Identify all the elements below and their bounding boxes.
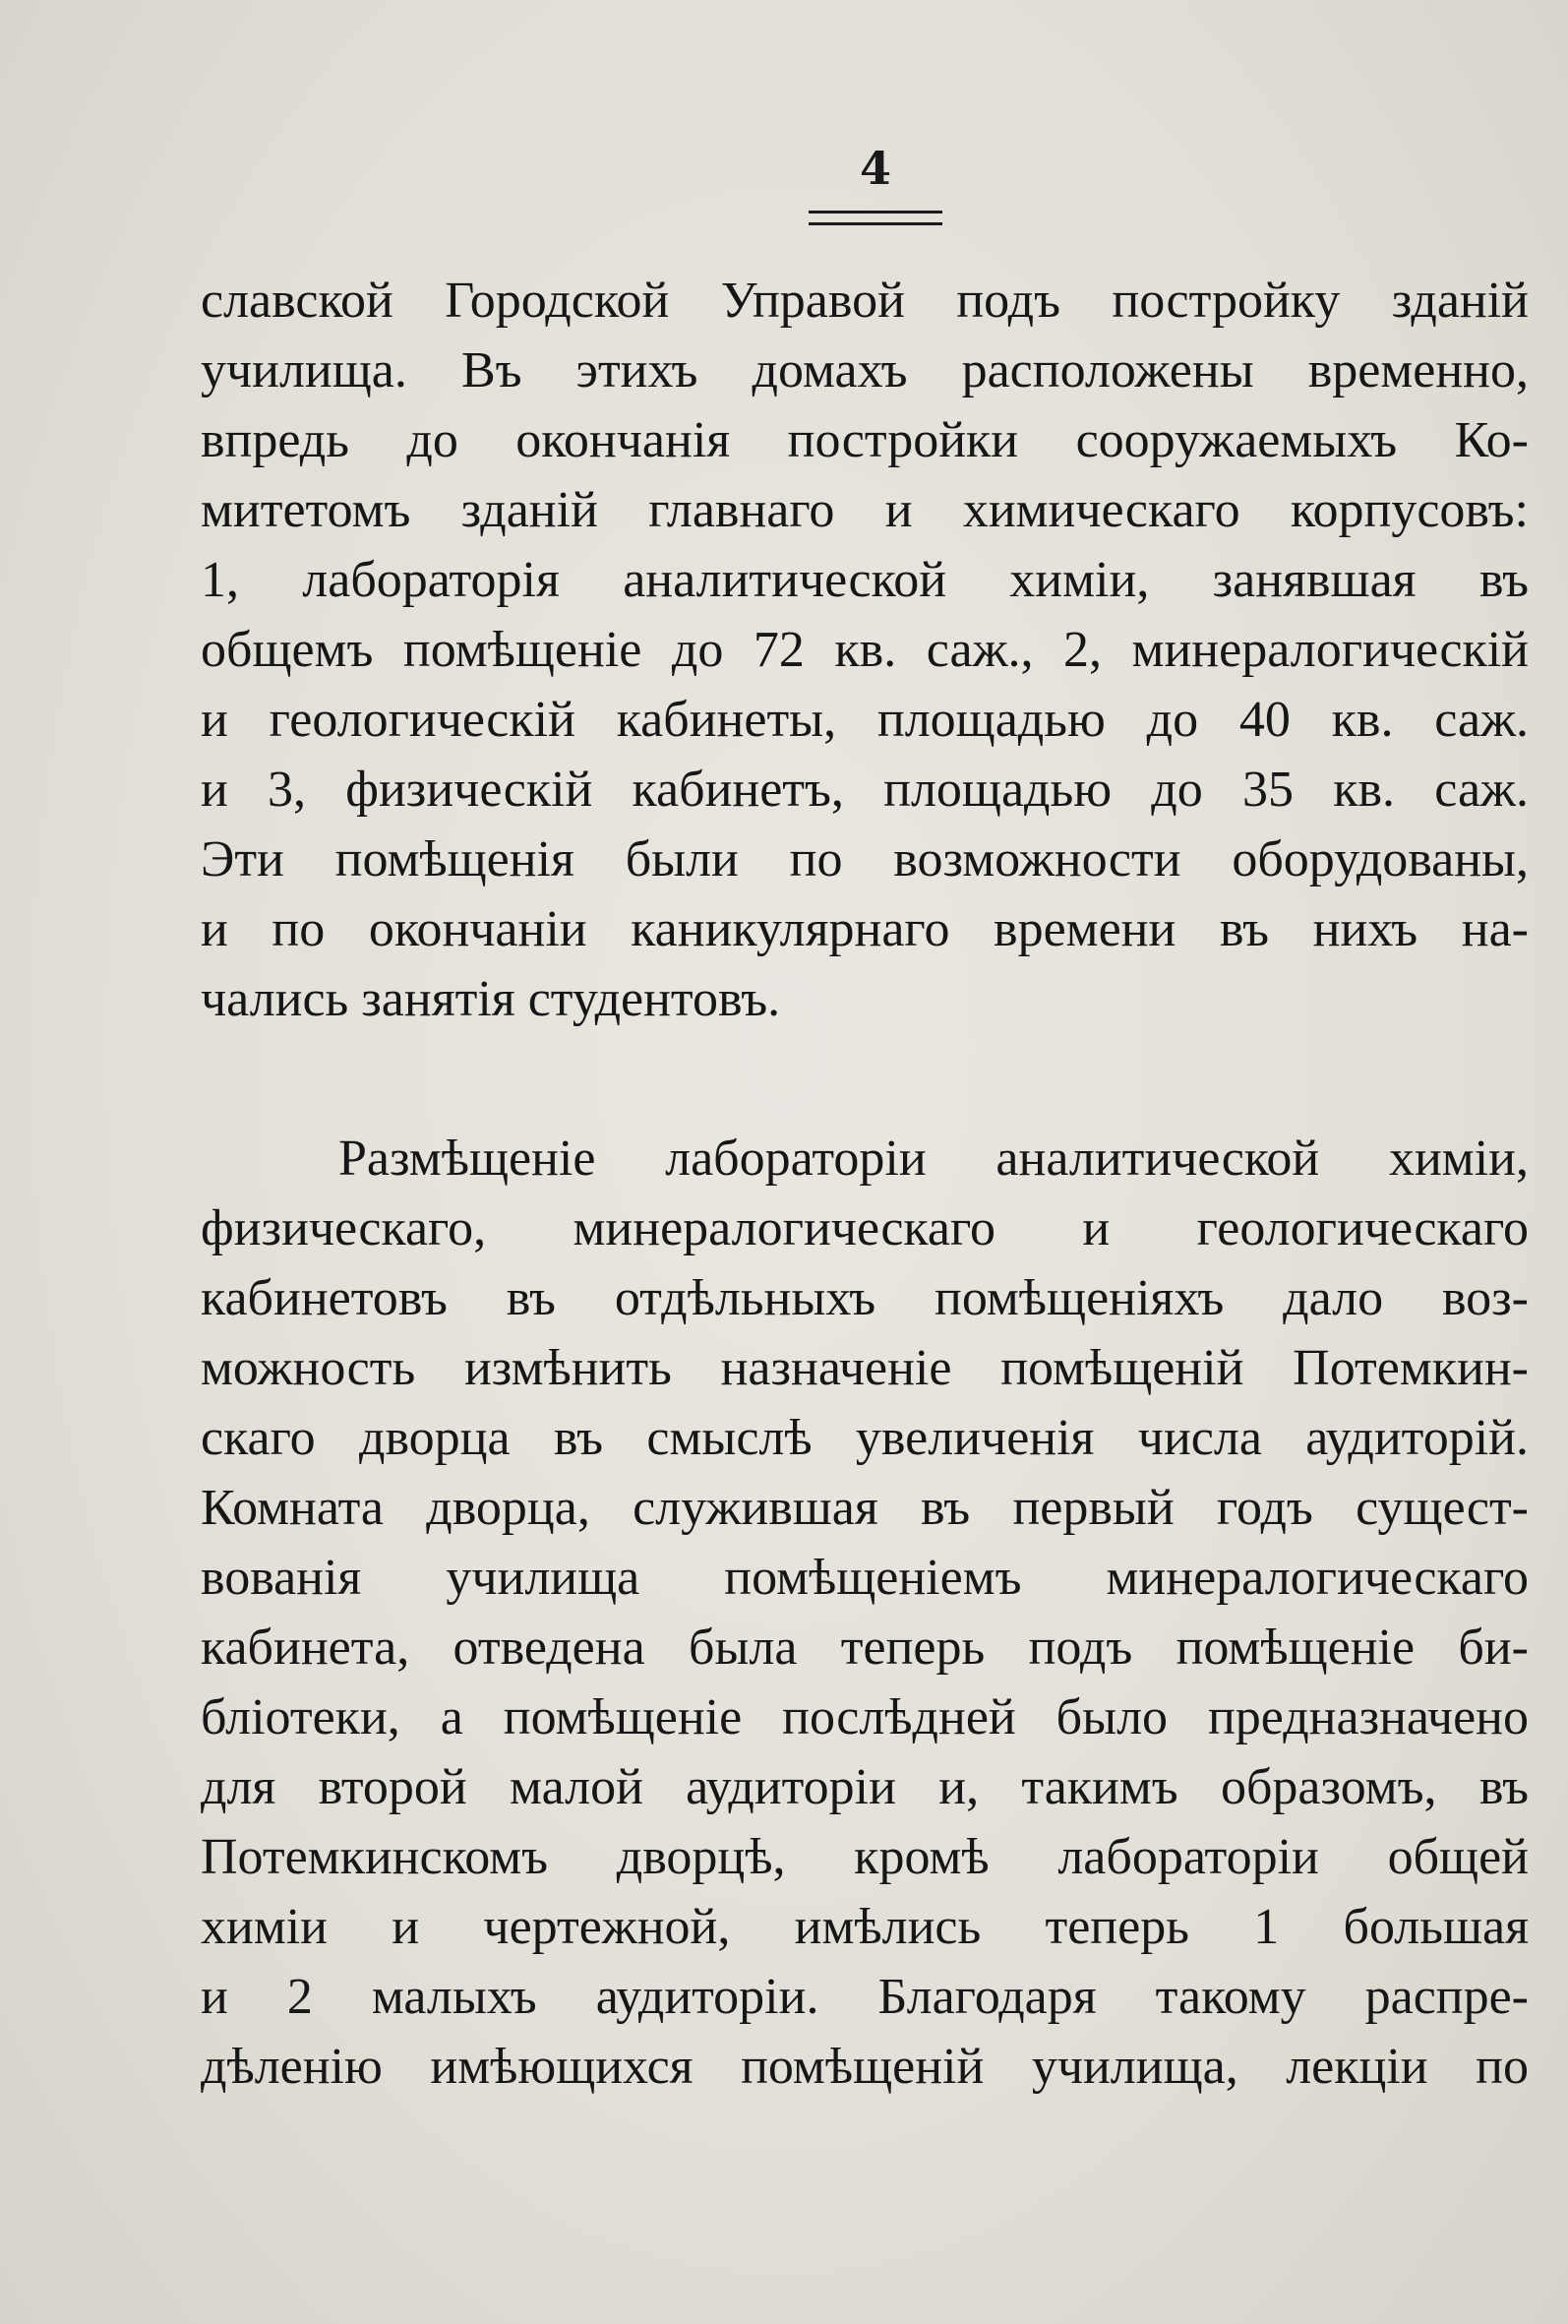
- text-line: 1, лабораторія аналитической химіи, занявшая въ: [201, 552, 1529, 608]
- text-line: и 2 малыхъ аудиторіи. Благодаря такому распре-: [201, 1969, 1529, 2025]
- text-line: для второй малой аудиторіи и, такимъ образомъ, въ: [201, 1759, 1529, 1815]
- text-line: физическаго, минералогическаго и геологическаго: [201, 1200, 1529, 1256]
- text-line: кабинета, отведена была теперь подъ помѣщеніе би-: [201, 1620, 1529, 1676]
- text-line: дѣленію имѣющихся помѣщеній училища, лекціи по: [201, 2039, 1529, 2095]
- text-line: кабинетовъ въ отдѣльныхъ помѣщеніяхъ дало воз-: [201, 1270, 1529, 1326]
- text-line: и по окончаніи каникулярнаго времени въ нихъ на-: [201, 901, 1529, 957]
- text-line: славской Городской Управой подъ постройку зданій: [201, 273, 1529, 329]
- text-line: скаго дворца въ смыслѣ увеличенія числа аудиторій.: [201, 1410, 1529, 1466]
- text-line: митетомъ зданій главнаго и химическаго корпусовъ:: [201, 482, 1529, 538]
- page-number-double-rule: [809, 211, 942, 225]
- paragraph-2: [201, 1124, 1529, 2102]
- text-line: и 3, физическій кабинетъ, площадью до 35 кв. саж.: [201, 762, 1529, 818]
- text-line: вованія училища помѣщеніемъ минералогическаго: [201, 1550, 1529, 1606]
- text-line: общемъ помѣщеніе до 72 кв. саж., 2, минералогическій: [201, 622, 1529, 678]
- text-line: Размѣщеніе лабораторіи аналитической химіи,: [338, 1131, 1529, 1187]
- page-number: 4: [859, 142, 891, 195]
- text-line: училища. Въ этихъ домахъ расположены временно,: [201, 342, 1529, 398]
- text-line: химіи и чертежной, имѣлись теперь 1 большая: [201, 1899, 1529, 1955]
- text-line: чались занятія студентовъ.: [201, 971, 781, 1027]
- text-line: впредь до окончанія постройки сооружаемыхъ Ко-: [201, 412, 1529, 468]
- text-line: и геологическій кабинеты, площадью до 40 кв. саж.: [201, 692, 1529, 748]
- text-line: можность измѣнить назначеніе помѣщеній Потемкин-: [201, 1340, 1529, 1396]
- text-line: Потемкинскомъ дворцѣ, кромѣ лабораторіи общей: [201, 1829, 1529, 1885]
- paragraph-1: [201, 266, 1529, 1034]
- text-line: Эти помѣщенія были по возможности оборудованы,: [201, 831, 1529, 887]
- text-line: Комната дворца, служившая въ первый годъ сущест-: [201, 1480, 1529, 1536]
- text-line: бліотеки, а помѣщеніе послѣдней было предназначено: [201, 1689, 1529, 1745]
